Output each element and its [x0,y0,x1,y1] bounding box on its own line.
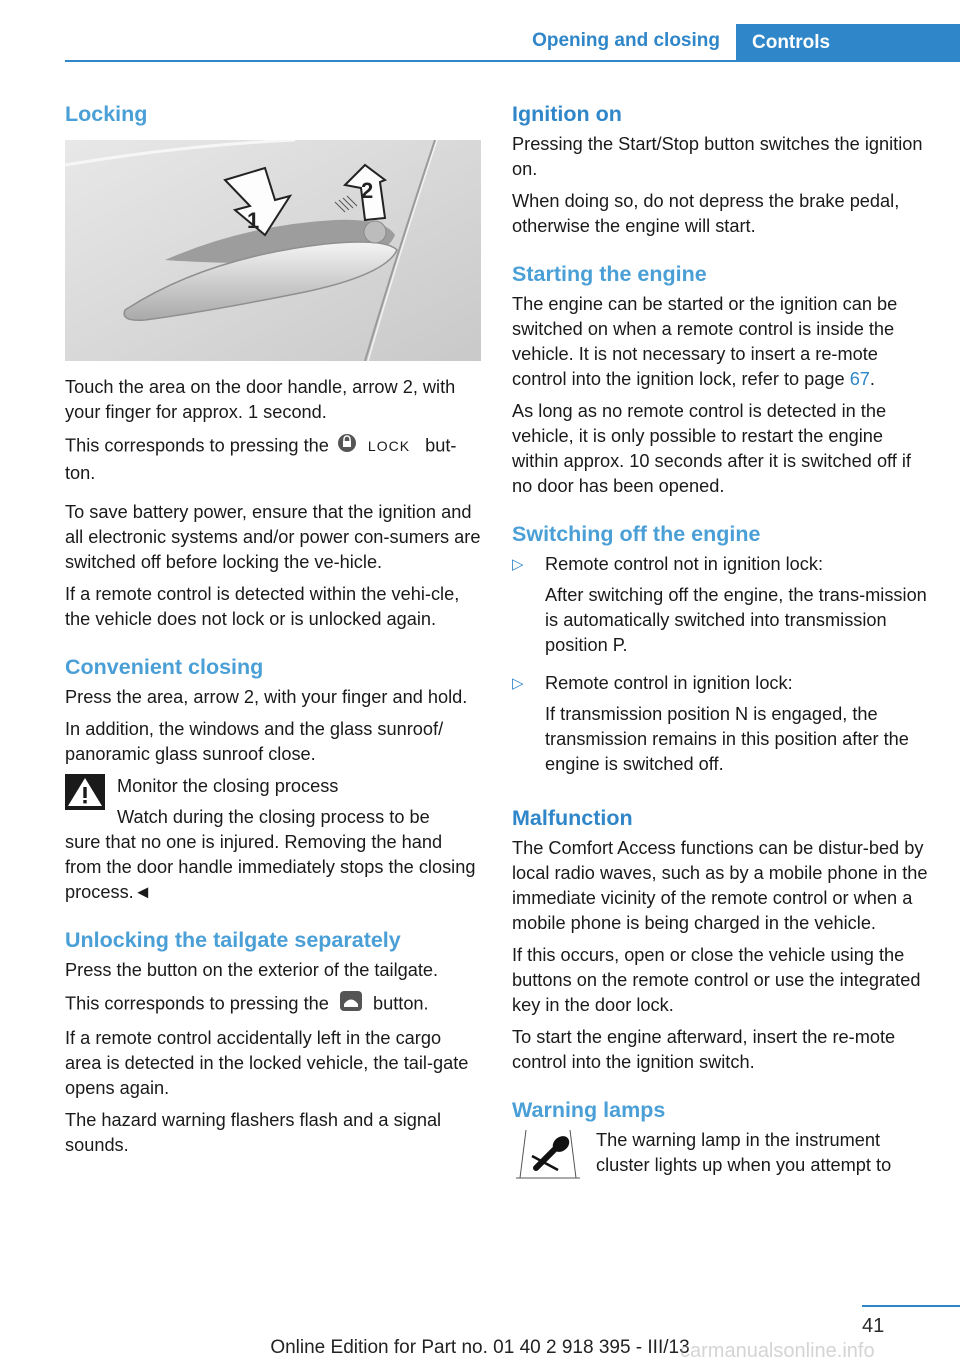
starting-paragraph-2: As long as no remote control is detected in the vehicle, it is only possible to restart the engine within approx. 10 seconds after it is switched off if no door has been opened. [512,401,911,496]
left-column [65,100,481,1165]
page-67-link[interactable]: 67 [849,369,870,389]
locking-paragraph-1: Touch the area on the door handle, arrow 2, with your finger for approx. 1 second. [65,377,456,422]
ignition-paragraph-1: Pressing the Start/Stop button switches the ignition on. [512,134,923,179]
tailgate-paragraph-2: This corresponds to pressing the button. [65,990,481,1019]
tailgate-paragraph-4: The hazard warning flashers flash and a signal sounds. [65,1110,442,1155]
tailgate-paragraph-1: Press the button on the exterior of the tailgate. [65,960,439,980]
warning-title: Monitor the closing process [117,776,339,796]
closing-paragraph-1: Press the area, arrow 2, with your finger and hold. [65,687,468,707]
arrow-2-label: 2 [361,178,374,203]
tailgate-paragraph-3: If a remote control accidentally left in the cargo area is detected in the locked vehicle, the tail-gate opens again. [65,1028,469,1098]
malfunction-paragraph-2: If this occurs, open or close the vehicle using the buttons on the remote control or use the integrated key in the door lock. [512,945,921,1015]
warning-lamp-note [512,1128,932,1185]
locking-paragraph-3: To save battery power, ensure that the ignition and all electronic systems and/or power con-sumers are switched off before locking the ve-hicle. [65,502,481,572]
locking-paragraph-4: If a remote control is detected within the vehi-cle, the vehicle does not lock or is unlocked again. [65,584,460,629]
right-column [512,100,932,1185]
footer-edition: Online Edition for Part no. 01 40 2 918 395 - III/13 [270,1337,690,1358]
remote-key-warning-lamp-icon [512,1128,584,1180]
warning-text-rest: sure that no one is injured. Removing the hand from the door handle immediately stops the closing process.◄ [65,832,476,902]
switching-off-heading: Switching off the engine [512,522,761,546]
convenient-closing-heading: Convenient closing [65,655,264,679]
ignition-on-heading: Ignition on [512,102,622,126]
warning-text-first: Watch during the closing process to be [117,807,430,827]
watermark: carmanualsonline.info [680,1340,875,1362]
triangle-bullet-icon: ▷ [512,556,524,573]
closing-paragraph-2: In addition, the windows and the glass sunroof/ panoramic glass sunroof close. [65,719,444,764]
list-item: ▷ Remote control in ignition lock: If transmission position N is engaged, the transmission remains in this position after the engine is switched off. [512,671,932,784]
header-rule [65,60,960,62]
warning-triangle-icon [65,774,105,810]
starting-paragraph-1: The engine can be started or the ignition can be switched on when a remote control is inside the vehicle. It is not necessary to insert a re-mote control into the ignition lock, refer to page 67. [512,294,898,389]
list-item: ▷ Remote control not in ignition lock: After switching off the engine, the trans-mission is automatically switched into transmission position P. [512,552,932,665]
malfunction-paragraph-3: To start the engine afterward, insert the re-mote control into the ignition switch. [512,1027,896,1072]
lock-button-label: LOCK [367,438,411,455]
warning-note [65,774,481,830]
header-chapter-tab: Controls [736,24,960,62]
starting-engine-heading: Starting the engine [512,262,707,286]
malfunction-paragraph-1: The Comfort Access functions can be distur-bed by local radio waves, such as by a mobile phone in the immediate vicinity of the remote control or when a mobile phone is being charged in the vehicle. [512,838,928,933]
page-header [0,24,960,62]
malfunction-heading: Malfunction [512,806,633,830]
door-handle-photo [65,140,481,361]
locking-paragraph-2: This corresponds to pressing the LOCK but-ton. [65,432,481,486]
page-number: 41 [862,1315,885,1337]
tailgate-heading: Unlocking the tailgate separately [65,928,401,952]
footer-rule [862,1305,960,1307]
header-section-title: Opening and closing [532,30,720,51]
arrow-1-label: 1 [247,208,260,233]
warning-lamps-heading: Warning lamps [512,1098,666,1122]
triangle-bullet-icon: ▷ [512,675,524,692]
tailgate-button-icon [334,990,368,1019]
ignition-paragraph-2: When doing so, do not depress the brake pedal, otherwise the engine will start. [512,191,900,236]
warning-lamp-paragraph: The warning lamp in the instrument cluster lights up when you attempt to [596,1130,892,1175]
locking-heading: Locking [65,102,148,126]
